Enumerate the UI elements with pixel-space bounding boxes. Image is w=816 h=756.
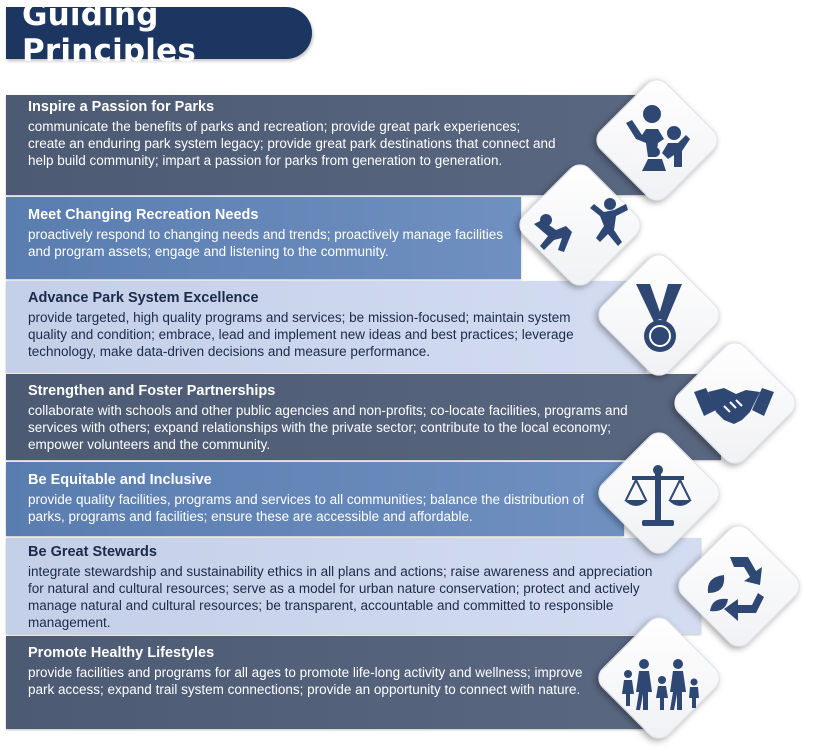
principle-park-excellence [6, 281, 646, 372]
principle-heading: Advance Park System Excellence [28, 290, 259, 306]
principle-meet-needs [6, 197, 521, 279]
handshake-icon [690, 358, 778, 446]
principle-heading: Be Great Stewards [28, 544, 157, 560]
principle-text: provide facilities and programs for all ages to promote life-long activity and wellness; improve park access; expand trail system connections; provide an opportunity to connect with nature. [28, 665, 583, 697]
title-tab [6, 0, 312, 69]
principle-text: proactively respond to changing needs and trends; proactively manage facilities and program assets; engage and listening to the community. [28, 227, 504, 259]
principle-equitable [6, 462, 624, 536]
principle-heading: Strengthen and Foster Partnerships [28, 383, 276, 399]
principle-text: provide targeted, high quality programs and services; be mission-focused; maintain system quality and condition; embrace, lead and implement new ideas and best practices; leverage technology, make data-driven decisions and measure performance. [28, 310, 574, 359]
principle-heading: Inspire a Passion for Parks [28, 99, 215, 115]
walking-family-icon [612, 634, 704, 722]
page-title: Guiding Principles [22, 0, 196, 69]
medal-icon [614, 270, 702, 358]
principle-text: communicate the benefits of parks and recreation; provide great park experiences; create an enduring park system legacy; provide great park destinations that connect and help build community; impart a passion for parks from generation to generation. [28, 119, 556, 168]
principle-text: integrate stewardship and sustainability ethics in all plans and actions; raise awareness and appreciation for natural and cultural resources; serve as a model for urban nature conservation; protect and actively manage natural and cultural resources; be transparent, accountable and committed to responsible management. [28, 564, 653, 630]
principle-heading: Be Equitable and Inclusive [28, 472, 212, 488]
principle-text: collaborate with schools and other public agencies and non-profits; co-locate facilities, programs and services with others; expand relationships with the private sector; contribute to the local economy; empower volunteers and the community. [28, 403, 628, 452]
principle-stewards [6, 538, 701, 634]
principle-heading: Promote Healthy Lifestyles [28, 645, 215, 661]
exercise-figures-icon [530, 180, 630, 268]
balance-scale-icon [614, 448, 702, 536]
principle-healthy-lifestyles [6, 636, 646, 729]
principle-heading: Meet Changing Recreation Needs [28, 207, 259, 223]
family-hug-icon [612, 95, 700, 183]
recycle-leaf-icon [694, 541, 782, 629]
principle-text: provide quality facilities, programs and services to all communities; balance the distribution of parks, programs and facilities; ensure these are accessible and affordable. [28, 492, 585, 524]
